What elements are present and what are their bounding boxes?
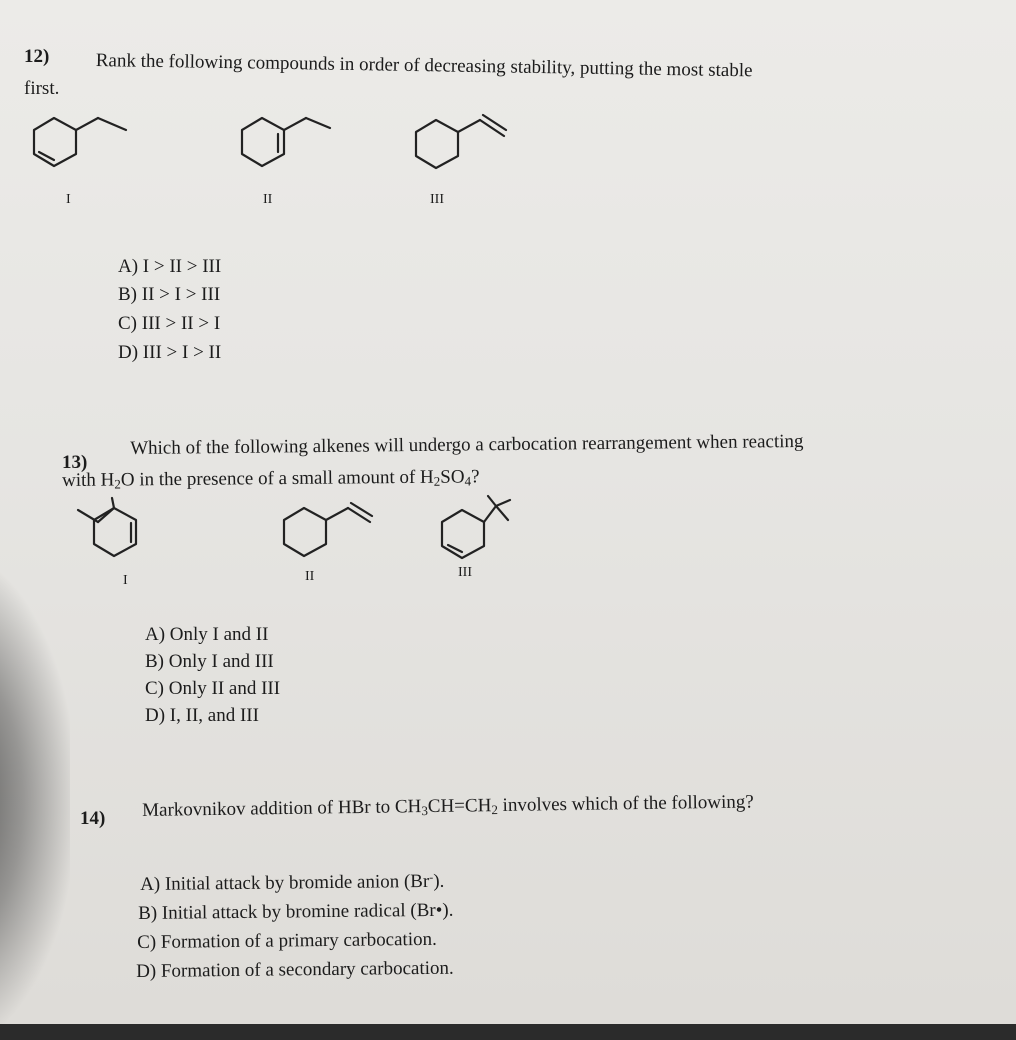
q12-label-1: I <box>66 192 71 207</box>
q14-option-b[interactable]: B) Initial attack by bromine radical (Br•). <box>138 899 454 924</box>
q12-number: 12) <box>24 46 50 67</box>
q13-structure-2 <box>282 502 392 582</box>
q13-number: 13) <box>62 452 88 473</box>
q12-text-line2: first. <box>24 78 60 99</box>
q13-option-a[interactable]: A) Only I and II <box>145 624 269 645</box>
q13-label-3: III <box>458 565 472 580</box>
q13-structure-3 <box>440 496 550 576</box>
background-shadow <box>0 560 70 1040</box>
q13-text-line1: Which of the following alkenes will undergo a carbocation rearrangement when reacting <box>130 430 804 459</box>
q13-option-c[interactable]: C) Only II and III <box>145 678 281 699</box>
q12-structure-1 <box>30 112 150 192</box>
q12-structure-3 <box>412 114 532 194</box>
q13-structure-1 <box>78 498 188 578</box>
q13-option-b[interactable]: B) Only I and III <box>145 651 274 672</box>
q12-label-3: III <box>430 192 444 207</box>
q12-label-2: II <box>263 192 273 207</box>
q12-option-b[interactable]: B) II > I > III <box>118 284 221 305</box>
q12-text-line1: Rank the following compounds in order of decreasing stability, putting the most stable <box>95 49 753 82</box>
q12-option-a[interactable]: A) I > II > III <box>118 256 222 277</box>
q14-number: 14) <box>80 808 106 829</box>
q12-option-d[interactable]: D) III > I > II <box>118 342 222 363</box>
q13-option-d[interactable]: D) I, II, and III <box>145 705 259 726</box>
q13-label-2: II <box>305 569 315 584</box>
q13-text-line2: with $H_2O$ in the presence of a small amount of $H_2SO_4$? <box>62 466 480 492</box>
q12-structure-2 <box>238 112 358 192</box>
q14-option-a[interactable]: A) Initial attack by bromide anion (Br-). <box>140 869 445 895</box>
q14-text: Markovnikov addition of HBr to $CH_3CH=CH_2$ involves which of the following? <box>142 791 754 821</box>
q13-label-1: I <box>123 573 128 588</box>
q14-option-c[interactable]: C) Formation of a primary carbocation. <box>137 928 437 953</box>
q14-option-d[interactable]: D) Formation of a secondary carbocation. <box>136 957 454 982</box>
q12-option-c[interactable]: C) III > II > I <box>118 313 221 334</box>
